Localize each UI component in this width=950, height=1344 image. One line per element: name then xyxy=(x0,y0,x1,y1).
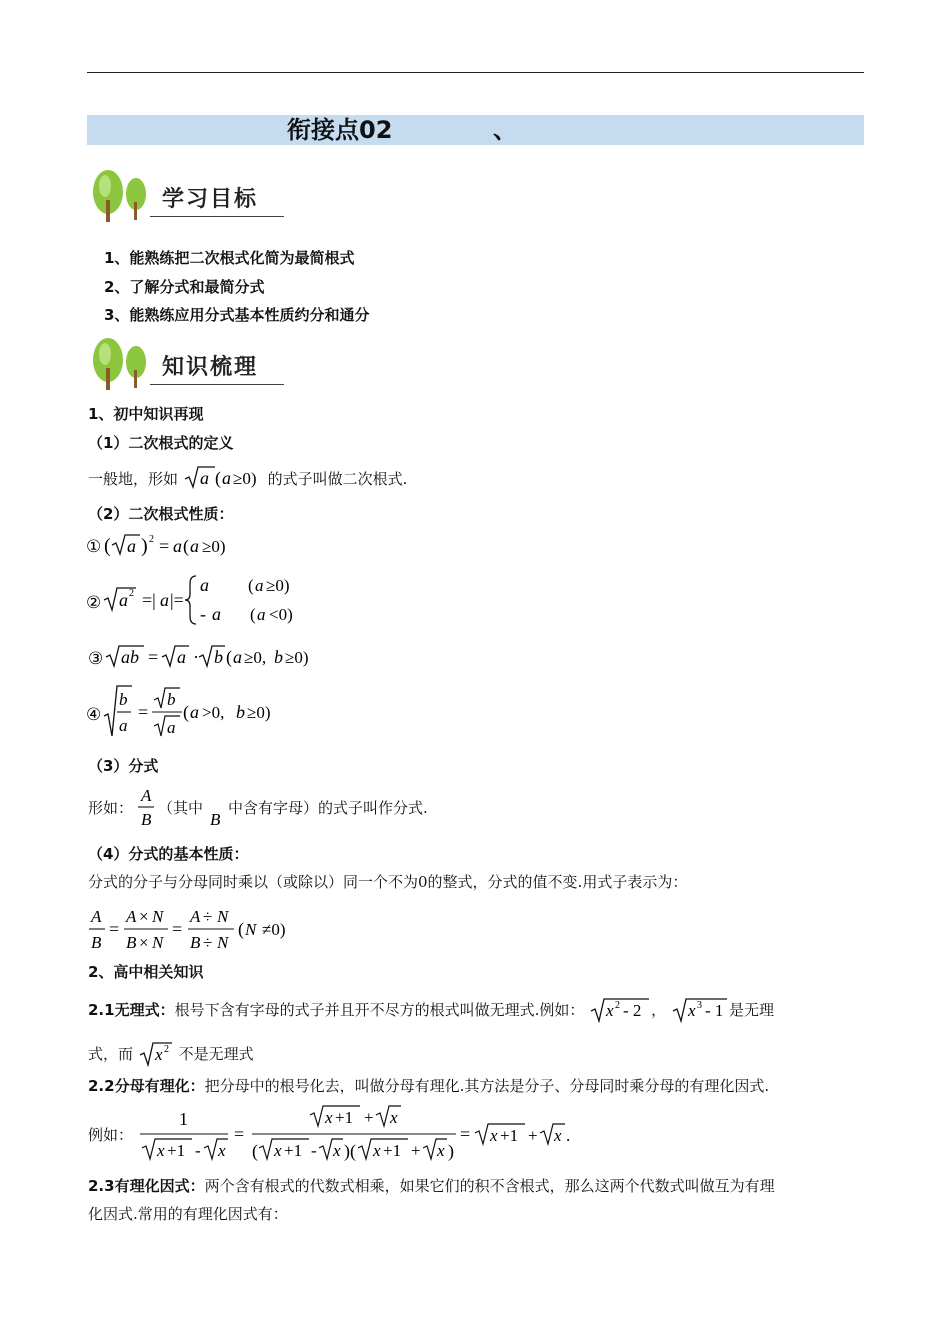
svg-text:(: ( xyxy=(226,647,232,667)
svg-text:2: 2 xyxy=(163,1044,169,1055)
svg-text:x: x xyxy=(390,1108,398,1127)
svg-text:B: B xyxy=(91,933,102,952)
svg-text:③: ③ xyxy=(88,649,104,668)
svg-text:B: B xyxy=(210,810,221,829)
svg-text:): ) xyxy=(141,535,148,557)
svg-text:+: + xyxy=(411,1141,421,1160)
svg-text:x: x xyxy=(154,1045,163,1064)
svg-text:④: ④ xyxy=(86,705,102,724)
svg-text:≠0): ≠0) xyxy=(262,920,286,939)
svg-text:ab: ab xyxy=(121,647,139,667)
header-rule xyxy=(87,72,864,73)
svg-text:(: ( xyxy=(248,576,254,595)
formula-rationalize-example xyxy=(138,1103,678,1165)
svg-text:<0): <0) xyxy=(269,605,293,624)
s3-text-post: 中含有字母）的式子叫作分式. xyxy=(228,799,428,817)
svg-text:=: = xyxy=(172,919,183,939)
svg-text:x: x xyxy=(373,1141,381,1160)
svg-text:=: = xyxy=(234,1124,245,1144)
p23-text: 两个含有根式的代数式相乘，如果它们的积不含根式，那么这两个代数式叫做互为有理 xyxy=(204,1177,775,1195)
svg-text:=: = xyxy=(109,919,120,939)
svg-text:a: a xyxy=(160,590,169,610)
formula-property-3 xyxy=(86,642,346,672)
svg-text:-: - xyxy=(200,604,206,624)
svg-text:- 2: - 2 xyxy=(623,1001,642,1020)
p21-label: 2.1无理式： xyxy=(88,1001,175,1019)
svg-text:=|: =| xyxy=(142,590,156,610)
svg-text:x: x xyxy=(437,1141,445,1160)
part1-s4-heading: （4）分式的基本性质： xyxy=(88,845,249,863)
svg-text:≥0): ≥0) xyxy=(202,537,226,556)
svg-text:≥0): ≥0) xyxy=(266,576,290,595)
part1-s2-heading: （2）二次根式性质： xyxy=(88,505,234,523)
part2-p23-line2: 化因式.常用的有理化因式有： xyxy=(88,1205,288,1223)
svg-text:N: N xyxy=(217,933,229,952)
svg-text:÷: ÷ xyxy=(203,907,213,926)
svg-text:b: b xyxy=(236,702,245,722)
section-goals-underline xyxy=(150,216,284,217)
s3-text-pre: 形如： xyxy=(88,799,134,817)
svg-text:B: B xyxy=(126,933,137,952)
svg-text:=: = xyxy=(460,1124,471,1144)
section-goals-label: 学习目标 xyxy=(162,187,259,212)
svg-text:a: a xyxy=(255,576,264,595)
svg-text:x: x xyxy=(554,1126,562,1145)
svg-text:x: x xyxy=(157,1141,165,1160)
svg-text:)(: )( xyxy=(344,1141,356,1161)
svg-text:a: a xyxy=(190,702,199,722)
svg-text:A: A xyxy=(190,907,201,926)
svg-text:A: A xyxy=(141,786,152,805)
svg-text:|=: |= xyxy=(170,590,184,610)
svg-text:÷: ÷ xyxy=(203,933,213,952)
svg-text:a: a xyxy=(212,604,221,624)
title-bar xyxy=(87,115,864,145)
part2-p22-line1 xyxy=(88,1076,769,1096)
goal-item-3: 3、能熟练应用分式基本性质约分和通分 xyxy=(104,306,370,324)
svg-text:B: B xyxy=(190,933,201,952)
page-title-text: 衔接点02 xyxy=(287,116,393,144)
formula-property-1 xyxy=(86,530,256,560)
section-goals xyxy=(90,166,290,222)
svg-text:1: 1 xyxy=(179,1109,188,1129)
p21-text: 根号下含有字母的式子并且开不尽方的根式叫做无理式.例如： xyxy=(174,1001,585,1019)
svg-text:+1: +1 xyxy=(383,1141,402,1160)
formula-property-4 xyxy=(86,684,326,742)
svg-text:- 1: - 1 xyxy=(704,1001,724,1020)
formula-sqrt-x2-minus-2 xyxy=(589,995,651,1023)
part1-s1-text xyxy=(88,465,407,491)
svg-text:a: a xyxy=(221,468,231,488)
svg-text:②: ② xyxy=(86,593,102,612)
svg-text:x: x xyxy=(606,1001,614,1020)
svg-text:·: · xyxy=(193,647,199,667)
formula-property-2 xyxy=(86,572,316,628)
svg-text:-: - xyxy=(311,1141,317,1160)
svg-text:(: ( xyxy=(183,702,189,722)
p21-line2-post: 不是无理式 xyxy=(178,1045,254,1063)
s1-text-post: 的式子叫做二次根式. xyxy=(267,470,408,488)
svg-text:×: × xyxy=(139,933,149,952)
part2-heading: 2、高中相关知识 xyxy=(88,963,204,981)
svg-text:2: 2 xyxy=(615,1000,621,1011)
section-knowledge-label: 知识梳理 xyxy=(162,355,259,380)
svg-text:B: B xyxy=(141,810,152,829)
svg-text:+: + xyxy=(528,1126,538,1145)
svg-text:a: a xyxy=(233,647,242,667)
svg-text:x: x xyxy=(218,1141,226,1160)
svg-text:+: + xyxy=(364,1108,374,1127)
svg-text:(: ( xyxy=(238,919,244,939)
svg-text:+1: +1 xyxy=(167,1141,186,1160)
p22-example-label: 例如： xyxy=(88,1126,134,1144)
section-knowledge xyxy=(90,334,290,390)
part1-s1-heading: （1）二次根式的定义 xyxy=(88,434,234,452)
section-knowledge-underline xyxy=(150,384,284,385)
svg-text:A: A xyxy=(126,907,137,926)
svg-text:a: a xyxy=(177,647,186,667)
formula-fraction-property xyxy=(86,902,316,954)
svg-text:N: N xyxy=(152,933,164,952)
part1-s3-text xyxy=(88,785,588,831)
svg-text:a: a xyxy=(257,605,266,624)
page-title-separator: 、 xyxy=(493,116,517,144)
page-title xyxy=(287,115,517,145)
formula-letter-b xyxy=(208,805,226,831)
svg-text:(: ( xyxy=(214,468,221,488)
svg-text:N: N xyxy=(152,907,164,926)
tree-icon xyxy=(90,334,160,390)
s1-text-pre: 一般地，形如 xyxy=(88,470,179,488)
part1-s3-heading: （3）分式 xyxy=(88,757,159,775)
svg-text:(: ( xyxy=(104,535,111,557)
formula-fraction-ab xyxy=(134,785,158,831)
formula-sqrt-x3-minus-1 xyxy=(671,995,729,1023)
svg-text:a: a xyxy=(119,716,128,735)
svg-text:2: 2 xyxy=(129,588,134,599)
svg-text:>0,: >0, xyxy=(202,703,225,722)
s3-text-mid: （其中 xyxy=(158,799,204,817)
svg-text:=: = xyxy=(159,536,170,556)
p21-line2-pre: 式，而 xyxy=(88,1045,134,1063)
goal-item-2: 2、了解分式和最简分式 xyxy=(104,278,265,296)
svg-text:b: b xyxy=(214,647,223,667)
svg-text:a: a xyxy=(127,536,136,556)
svg-text:=: = xyxy=(138,702,149,722)
part2-p22-example xyxy=(88,1103,688,1165)
svg-text:2: 2 xyxy=(149,534,154,545)
svg-text:x: x xyxy=(490,1126,498,1145)
svg-text:①: ① xyxy=(86,537,102,556)
goal-item-1: 1、能熟练把二次根式化简为最简根式 xyxy=(104,249,355,267)
svg-text:+1: +1 xyxy=(335,1108,354,1127)
svg-text:≥0): ≥0) xyxy=(285,648,309,667)
svg-text:b: b xyxy=(274,647,283,667)
p22-text: 把分母中的根号化去，叫做分母有理化.其方法是分子、分母同时乘分母的有理化因式. xyxy=(204,1077,770,1095)
svg-text:.: . xyxy=(566,1126,571,1145)
part1-s4-text: 分式的分子与分母同时乘以（或除以）同一个不为0的整式，分式的值不变.用式子表示为： xyxy=(88,873,688,891)
svg-text:N: N xyxy=(245,920,257,939)
p23-label: 2.3有理化因式： xyxy=(88,1177,205,1195)
p22-label: 2.2分母有理化： xyxy=(88,1077,205,1095)
part2-p23-line1 xyxy=(88,1176,775,1196)
svg-text:≥0): ≥0) xyxy=(232,469,257,488)
svg-text:3: 3 xyxy=(696,1000,702,1011)
svg-text:a: a xyxy=(190,536,199,556)
part2-p21-line1 xyxy=(88,995,774,1023)
svg-text:x: x xyxy=(333,1141,341,1160)
svg-text:b: b xyxy=(119,690,128,709)
svg-text:A: A xyxy=(91,907,102,926)
formula-sqrt-a xyxy=(183,465,263,491)
svg-text:a: a xyxy=(167,718,176,737)
svg-text:-: - xyxy=(195,1141,201,1160)
svg-text:x: x xyxy=(325,1108,333,1127)
formula-sqrt-x2 xyxy=(138,1039,174,1067)
svg-text:a: a xyxy=(119,590,128,610)
svg-text:x: x xyxy=(687,1001,696,1020)
svg-text:a: a xyxy=(199,468,209,488)
svg-text:x: x xyxy=(274,1141,282,1160)
svg-text:+1: +1 xyxy=(284,1141,303,1160)
svg-text:+1: +1 xyxy=(500,1126,519,1145)
svg-text:a: a xyxy=(200,575,209,595)
svg-text:(: ( xyxy=(250,605,256,624)
svg-text:a: a xyxy=(173,536,182,556)
tree-icon xyxy=(90,166,160,222)
svg-text:(: ( xyxy=(183,536,189,556)
svg-text:b: b xyxy=(167,690,176,709)
svg-text:≥0): ≥0) xyxy=(247,703,271,722)
part2-p21-line2 xyxy=(88,1039,254,1067)
svg-text:≥0,: ≥0, xyxy=(244,648,267,667)
svg-text:N: N xyxy=(217,907,229,926)
p21-tail: 是无理 xyxy=(728,1001,774,1019)
svg-text:=: = xyxy=(148,647,159,667)
svg-text:×: × xyxy=(139,907,149,926)
p21-sep: ， xyxy=(651,1001,667,1019)
svg-text:(: ( xyxy=(252,1141,258,1161)
svg-text:): ) xyxy=(448,1141,454,1161)
part1-heading: 1、初中知识再现 xyxy=(88,405,204,423)
